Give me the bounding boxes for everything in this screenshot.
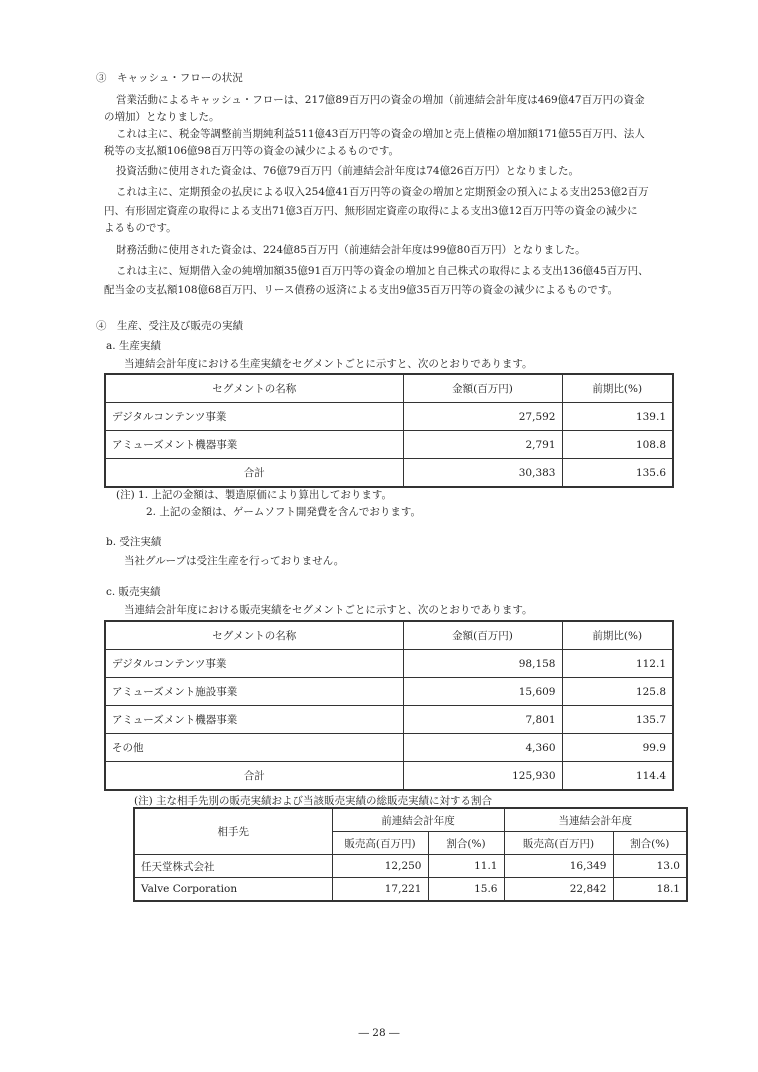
header-amount: 金額(百万円) bbox=[403, 374, 562, 403]
curr-share-value: 13.0 bbox=[613, 855, 687, 878]
curr-sales-value: 16,349 bbox=[504, 855, 613, 878]
cashflow-line: これは主に、定期預金の払戻による収入254億41百万円等の資金の増加と定期預金の預入による支出253億2百万 bbox=[116, 186, 649, 198]
table-row bbox=[134, 878, 687, 902]
header-curr-share: 割合(%) bbox=[613, 832, 687, 855]
amount-value: 27,592 bbox=[403, 403, 562, 431]
production-heading: ④ 生産、受注及び販売の実績 bbox=[96, 320, 243, 332]
cashflow-line: 営業活動によるキャッシュ・フローは、217億89百万円の資金の増加（前連結会計年度は469億47百万円の資金 bbox=[116, 94, 645, 106]
ratio-value: 139.1 bbox=[562, 403, 673, 431]
table-row bbox=[105, 678, 673, 706]
header-ratio: 前期比(%) bbox=[562, 621, 673, 650]
header-prev-year: 前連結会計年度 bbox=[332, 808, 504, 832]
segment-name: アミューズメント機器事業 bbox=[105, 706, 403, 734]
ratio-value: 112.1 bbox=[562, 650, 673, 678]
cashflow-heading: ③ キャッシュ・フローの状況 bbox=[96, 72, 243, 84]
header-ratio: 前期比(%) bbox=[562, 374, 673, 403]
orders-text: 当社グループは受注生産を行っておりません。 bbox=[124, 555, 345, 567]
ratio-value: 108.8 bbox=[562, 431, 673, 459]
table-total-row bbox=[105, 762, 673, 791]
cashflow-line: の増加）となりました。 bbox=[104, 111, 220, 123]
orders-sub-b: b. 受注実績 bbox=[106, 536, 162, 548]
header-amount: 金額(百万円) bbox=[403, 621, 562, 650]
table-row bbox=[105, 431, 673, 459]
prev-sales-value: 17,221 bbox=[332, 878, 428, 902]
header-curr-sales: 販売高(百万円) bbox=[504, 832, 613, 855]
production-intro: 当連結会計年度における生産実績をセグメントごとに示すと、次のとおりであります。 bbox=[124, 358, 533, 370]
total-ratio: 135.6 bbox=[562, 459, 673, 488]
production-note-2: 2. 上記の金額は、ゲームソフト開発費を含んでおります。 bbox=[146, 506, 422, 518]
table-row bbox=[105, 734, 673, 762]
prev-share-value: 15.6 bbox=[428, 878, 504, 902]
header-prev-share: 割合(%) bbox=[428, 832, 504, 855]
segment-name: アミューズメント機器事業 bbox=[105, 431, 403, 459]
table-row bbox=[105, 650, 673, 678]
prev-sales-value: 12,250 bbox=[332, 855, 428, 878]
table-header-row bbox=[134, 808, 687, 832]
header-prev-sales: 販売高(百万円) bbox=[332, 832, 428, 855]
header-segment: セグメントの名称 bbox=[105, 621, 403, 650]
curr-sales-value: 22,842 bbox=[504, 878, 613, 902]
customer-table bbox=[133, 807, 688, 902]
table-row bbox=[105, 706, 673, 734]
header-party: 相手先 bbox=[134, 808, 332, 855]
sales-table bbox=[104, 620, 674, 791]
sales-note: (注) 主な相手先別の販売実績および当該販売実績の総販売実績に対する割合 bbox=[134, 795, 493, 807]
table-row bbox=[134, 855, 687, 878]
amount-value: 7,801 bbox=[403, 706, 562, 734]
prev-share-value: 11.1 bbox=[428, 855, 504, 878]
segment-name: その他 bbox=[105, 734, 403, 762]
cashflow-line: 投資活動に使用された資金は、76億79百万円（前連結会計年度は74億26百万円）となりました。 bbox=[116, 165, 579, 177]
curr-share-value: 18.1 bbox=[613, 878, 687, 902]
ratio-value: 99.9 bbox=[562, 734, 673, 762]
amount-value: 2,791 bbox=[403, 431, 562, 459]
sales-intro: 当連結会計年度における販売実績をセグメントごとに示すと、次のとおりであります。 bbox=[124, 604, 533, 616]
amount-value: 98,158 bbox=[403, 650, 562, 678]
production-note-1: (注) 1. 上記の金額は、製造原価により算出しております。 bbox=[116, 489, 393, 501]
cashflow-line: 税等の支払額106億98百万円等の資金の減少によるものです。 bbox=[104, 145, 400, 157]
total-amount: 30,383 bbox=[403, 459, 562, 488]
segment-name: デジタルコンテンツ事業 bbox=[105, 403, 403, 431]
header-curr-year: 当連結会計年度 bbox=[504, 808, 687, 832]
total-ratio: 114.4 bbox=[562, 762, 673, 791]
cashflow-line: これは主に、短期借入金の純増加額35億91百万円等の資金の増加と自己株式の取得による支出136億45百万円、 bbox=[116, 265, 649, 277]
total-label: 合計 bbox=[105, 762, 403, 791]
total-amount: 125,930 bbox=[403, 762, 562, 791]
header-segment: セグメントの名称 bbox=[105, 374, 403, 403]
ratio-value: 135.7 bbox=[562, 706, 673, 734]
table-total-row bbox=[105, 459, 673, 488]
amount-value: 15,609 bbox=[403, 678, 562, 706]
page-number: ― 28 ― bbox=[358, 1027, 400, 1039]
cashflow-line: 円、有形固定資産の取得による支出71億3百万円、無形固定資産の取得による支出3億12百万円等の資金の減少に bbox=[104, 205, 638, 217]
production-sub-a: a. 生産実績 bbox=[106, 340, 161, 352]
cashflow-line: これは主に、税金等調整前当期純利益511億43百万円等の資金の増加と売上債権の増加額171億55百万円、法人 bbox=[116, 128, 645, 140]
party-name: Valve Corporation bbox=[134, 878, 332, 902]
segment-name: アミューズメント施設事業 bbox=[105, 678, 403, 706]
cashflow-line: 財務活動に使用された資金は、224億85百万円（前連結会計年度は99億80百万円）となりました。 bbox=[116, 244, 586, 256]
segment-name: デジタルコンテンツ事業 bbox=[105, 650, 403, 678]
party-name: 任天堂株式会社 bbox=[134, 855, 332, 878]
ratio-value: 125.8 bbox=[562, 678, 673, 706]
total-label: 合計 bbox=[105, 459, 403, 488]
cashflow-line: よるものです。 bbox=[104, 222, 177, 234]
table-header-row bbox=[105, 621, 673, 650]
table-row bbox=[105, 403, 673, 431]
sales-sub-c: c. 販売実績 bbox=[106, 586, 161, 598]
amount-value: 4,360 bbox=[403, 734, 562, 762]
table-header-row bbox=[105, 374, 673, 403]
cashflow-line: 配当金の支払額108億68百万円、リース債務の返済による支出9億35百万円等の資金の減少によるものです。 bbox=[104, 284, 619, 296]
production-table bbox=[104, 373, 674, 488]
